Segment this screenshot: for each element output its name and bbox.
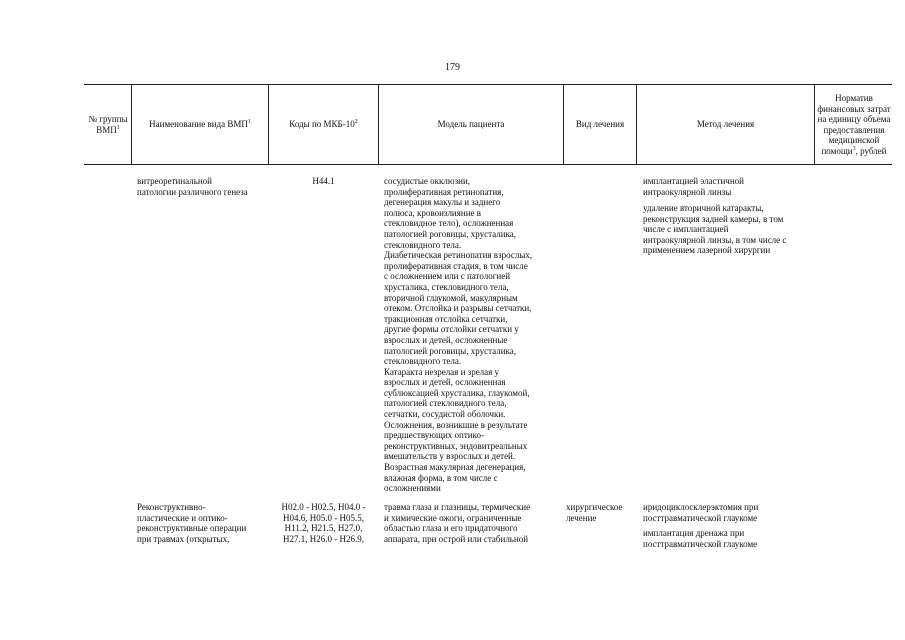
row2-treatment-type: хирургическое лечение bbox=[566, 502, 623, 523]
col-divider-6 bbox=[814, 84, 815, 165]
row1-vmp-name: витреоретинальной патологии различного генеза bbox=[137, 176, 248, 197]
row2-method-1: иридоциклосклерэктомия при посттравматической глаукоме bbox=[643, 502, 759, 523]
row2-vmp-name: Реконструктивно- пластические и оптико- реконструктивные операции при травмах (открытых, bbox=[137, 502, 247, 544]
page-number: 179 bbox=[445, 62, 460, 73]
row2-patient-model: травма глаза и глазницы, термические и химические ожоги, ограниченные областью глаза и его придаточного аппарата, при острой или стабильной bbox=[384, 502, 531, 544]
header-patient-model: Модель пациента bbox=[437, 119, 505, 129]
row1-patient-model: сосудистые окклюзии, пролиферативная ретинопатия, дегенерация макулы и заднего полюса, кровоизлияние в стекловидное тело), осложненная патологией роговицы, хрусталика, стекловидного тела. Диабетическая ретинопатия взрослых, пролиферативная стадия, в том числе с осложнением или с патологией хрусталика, стекловидного тела, вторичной глаукомой, макулярным отеком. Отслойка и разрывы сетчатки, тракционная отслойка сетчатки, другие формы отслойки сетчатки у взрослых и детей, осложненные патологией роговицы, хрусталика, стекловидного тела. Катаракта незрелая и зрелая у взрослых и детей, осложненная сублюксацией хрусталика, глаукомой, патологией стекловидного тела, сетчатки, сосудистой оболочки. Осложнения, возникшие в результате предшествующих оптико- реконструктивных, эндовитреальных вмешательств у взрослых и детей. Возрастная макулярная дегенерация, влажная форма, в том числе с осложнениями bbox=[384, 176, 533, 494]
header-treatment-method: Метод лечения bbox=[696, 119, 755, 129]
header-treatment-type: Вид лечения bbox=[575, 119, 625, 129]
header-icd-codes: Коды по МКБ-$10^2$ bbox=[289, 119, 358, 129]
header-group-no: № группы ВМП$^1$ bbox=[88, 113, 128, 135]
row1-method-1: имплантацией эластичной интраокулярной линзы bbox=[643, 176, 744, 197]
row2-method-2: имплантация дренажа при посттравматической глаукоме bbox=[643, 528, 758, 549]
header-vmp-name: Наименование вида ВМП$^1$ bbox=[149, 119, 251, 129]
row2-icd-codes: H02.0 - H02.5, H04.0 - H04.6, H05.0 - H05.5, H11.2, H21.5, H27.0, H27.1, H26.0 - H26.9, bbox=[281, 502, 366, 544]
table-header-bottom-border bbox=[84, 164, 892, 165]
header-financial-norm: Норматив финансовых затрат на единицу объема предоставления медицинской помощи$^3$, рублей bbox=[817, 93, 891, 156]
row1-method-2: удаление вторичной катаракты, реконструкция задней камеры, в том числе с имплантацией интраокулярной линзы, в том числе с применением лазерной хирургии bbox=[643, 203, 787, 256]
row1-icd-codes: H44.1 bbox=[312, 176, 335, 186]
